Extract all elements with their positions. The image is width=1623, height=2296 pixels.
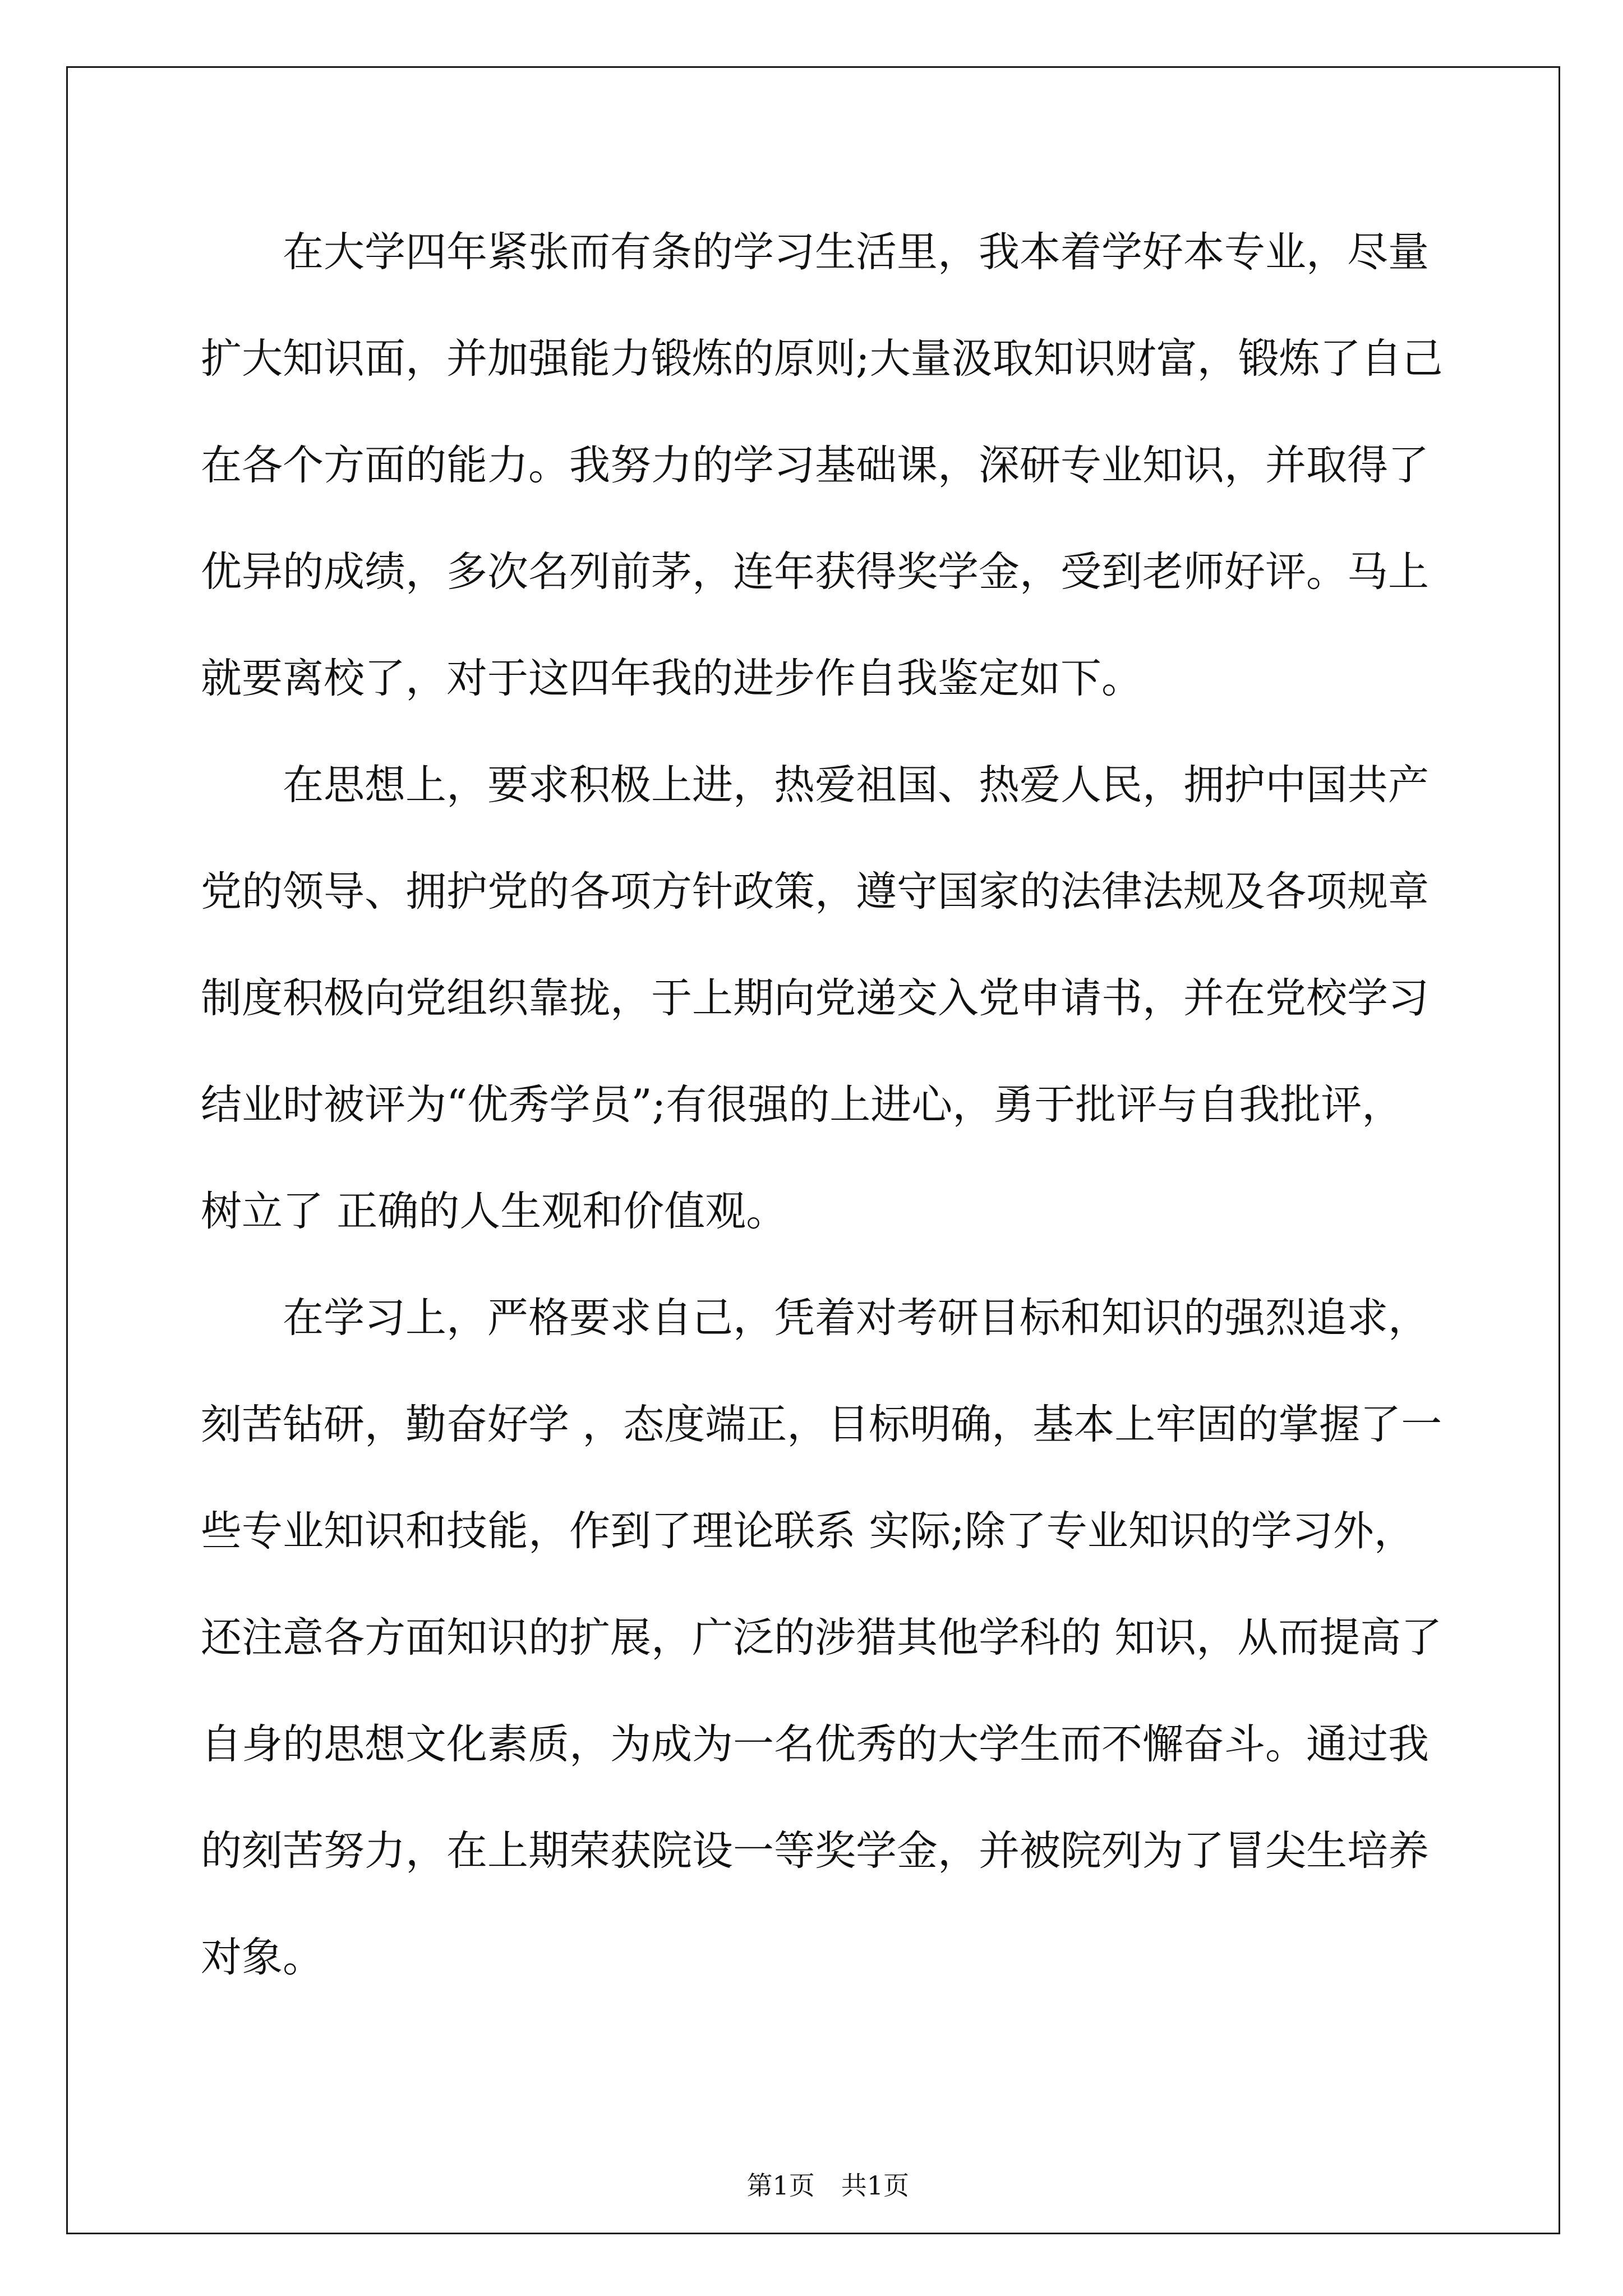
text-line: 刻苦钻研，勤奋好学 ，态度端正，目标明确，基本上牢固的掌握了一: [201, 1401, 1442, 1448]
text-line: 自身的思想文化素质，为成为一名优秀的大学生而不懈奋斗。通过我: [201, 1720, 1429, 1768]
text-line: 树立了 正确的人生观和价值观。: [201, 1188, 787, 1235]
page-number-total: 共1页: [841, 2170, 910, 2201]
text-line: 结业时被评为“优秀学员”;有很强的上进心，勇于批评与自我批评，: [201, 1081, 1403, 1129]
text-line: 的刻苦努力，在上期荣获院设一等奖学金，并被院列为了冒尖生培养: [201, 1827, 1429, 1875]
text-line: 扩大知识面，并加强能力锻炼的原则;大量汲取知识财富，锻炼了自己: [201, 335, 1443, 383]
text-line: 党的领导、拥护党的各项方针政策，遵守国家的法律法规及各项规章: [201, 868, 1429, 915]
text-line: 优异的成绩，多次名列前茅，连年获得奖学金，受到老师好评。马上: [201, 548, 1429, 596]
text-line: 对象。: [201, 1934, 324, 1981]
text-line: 还注意各方面知识的扩展，广泛的涉猎其他学科的 知识，从而提高了: [201, 1614, 1442, 1662]
page-number-current: 第1页: [746, 2170, 815, 2201]
paragraph-intro: [201, 199, 1536, 732]
text-line: 制度积极向党组织靠拢，于上期向党递交入党申请书，并在党校学习: [201, 974, 1429, 1022]
document-body: [201, 199, 1536, 2011]
text-line: 在各个方面的能力。我努力的学习基础课，深研专业知识，并取得了: [201, 441, 1429, 489]
page-footer: [0, 2140, 1623, 2231]
text-line: 些专业知识和技能，作到了理论联系 实际;除了专业知识的学习外，: [201, 1507, 1415, 1555]
paragraph-study: [201, 1265, 1536, 2011]
text-line: 在思想上，要求积极上进，热爱祖国、热爱人民，拥护中国共产: [283, 761, 1429, 809]
paragraph-ideology: [201, 732, 1536, 1265]
text-line: 就要离校了，对于这四年我的进步作自我鉴定如下。: [201, 655, 1142, 702]
text-line: 在学习上，严格要求自己，凭着对考研目标和知识的强烈追求，: [283, 1294, 1429, 1342]
text-line: 在大学四年紧张而有条的学习生活里，我本着学好本专业，尽量: [283, 228, 1429, 276]
